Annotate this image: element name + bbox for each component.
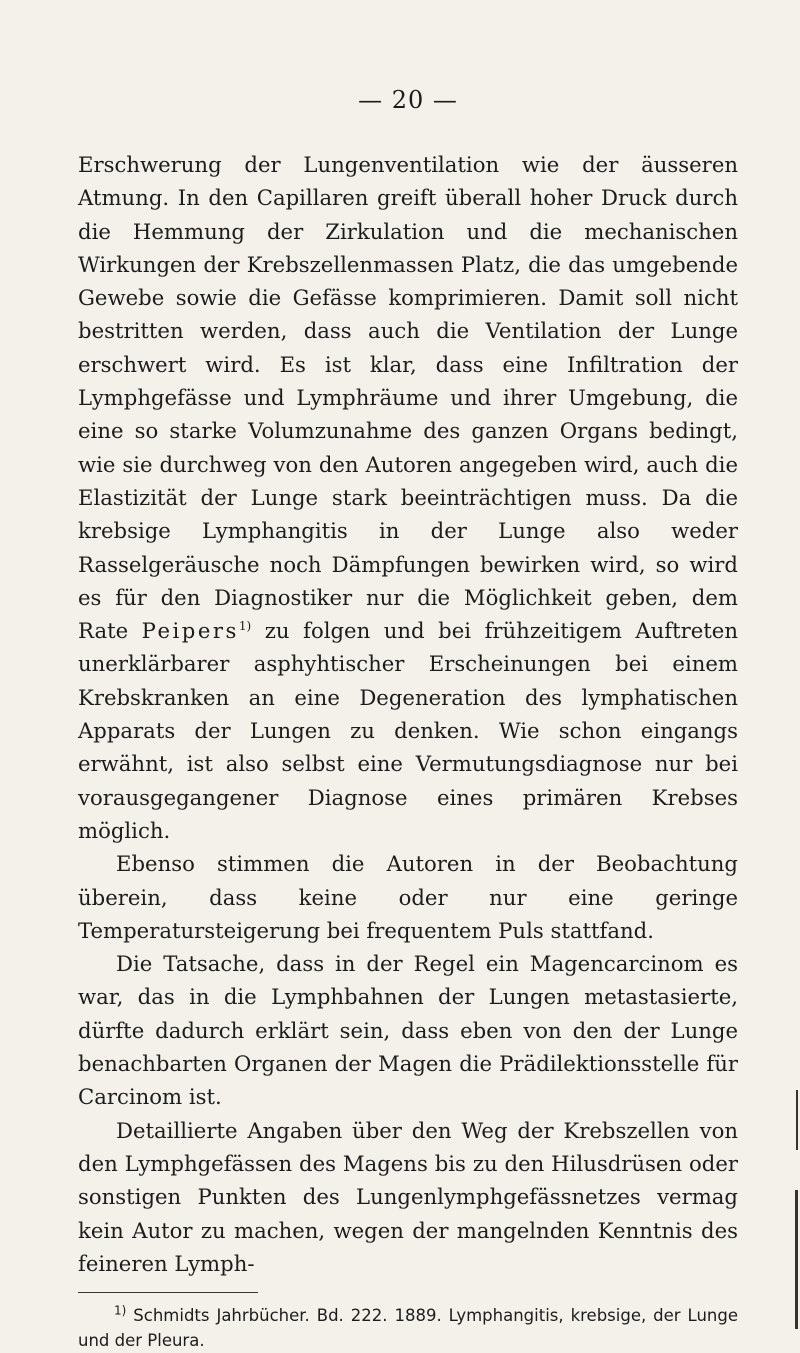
paragraph-1-text: Erschwerung der Lungenventilation wie der äusseren Atmung. In den Capillaren greift überall hoher Druck durch die Hemmung der Zirkulation und die mechanischen Wirkungen der Krebszellenmassen Platz, die das umgebende Gewebe sowie die Gefässe komprimieren. Damit soll nicht bestritten werden, dass auch die Ventilation der Lunge erschwert wird. Es ist klar, dass eine Infiltration der Lymphgefässe und Lymphräume und ihrer Umgebung, die eine so starke Volumzunahme des ganzen Organs bedingt, wie sie durchweg von den Autoren angegeben wird, auch die Elastizität der Lunge stark beeinträchtigen muss. Da die krebsige Lymphangitis in der Lunge also weder Rasselgeräusche noch Dämpfungen bewirken wird, so wird es für den Diagnostiker nur die Möglichkeit geben, dem Rate (78, 152, 738, 644)
paragraph-3: Die Tatsache, dass in der Regel ein Magencarcinom es war, das in die Lymphbahnen der Lungen metastasierte, dürfte dadurch erklärt sein, dass eben von den der Lunge benachbarten Organen der Magen die Prädilektionsstelle für Carcinom ist. (78, 951, 738, 1110)
page-number: — 20 — (358, 86, 458, 114)
paragraph-1 (78, 148, 738, 847)
scan-edge-mark-lower (795, 1190, 798, 1329)
author-name: Peipers (141, 618, 239, 644)
footnote-reference: 1) (238, 619, 252, 634)
scan-edge-mark (796, 1090, 798, 1150)
book-page (78, 86, 738, 1353)
footnote-text: Schmidts Jahrbücher. Bd. 222. 1889. Lymphangitis, krebsige, der Lunge und der Pleura. (78, 1306, 738, 1351)
footnote (78, 1303, 738, 1353)
paragraph-1-text-continued: zu folgen und bei frühzeitigem Auftreten unerklärbarer asphyhtischer Erscheinungen bei einem Krebskranken an eine Degeneration des lymphatischen Apparats der Lungen zu denken. Wie schon eingangs erwähnt, ist also selbst eine Vermutungsdiagnose nur bei vorausgegangener Diagnose eines primären Krebses möglich. (78, 618, 738, 843)
footnote-marker: 1) (114, 1303, 127, 1318)
paragraph-2: Ebenso stimmen die Autoren in der Beobachtung überein, dass keine oder nur eine geringe Temperatursteigerung bei frequentem Puls stattfand. (78, 851, 738, 943)
paragraph-4: Detaillierte Angaben über den Weg der Krebszellen von den Lymphgefässen des Magens bis zu den Hilusdrüsen oder sonstigen Punkten des Lungenlymphgefässnetzes vermag kein Autor zu machen, wegen der mangelnden Kenntnis des feineren Lymph- (78, 1117, 738, 1276)
footnote-divider (78, 1292, 258, 1293)
